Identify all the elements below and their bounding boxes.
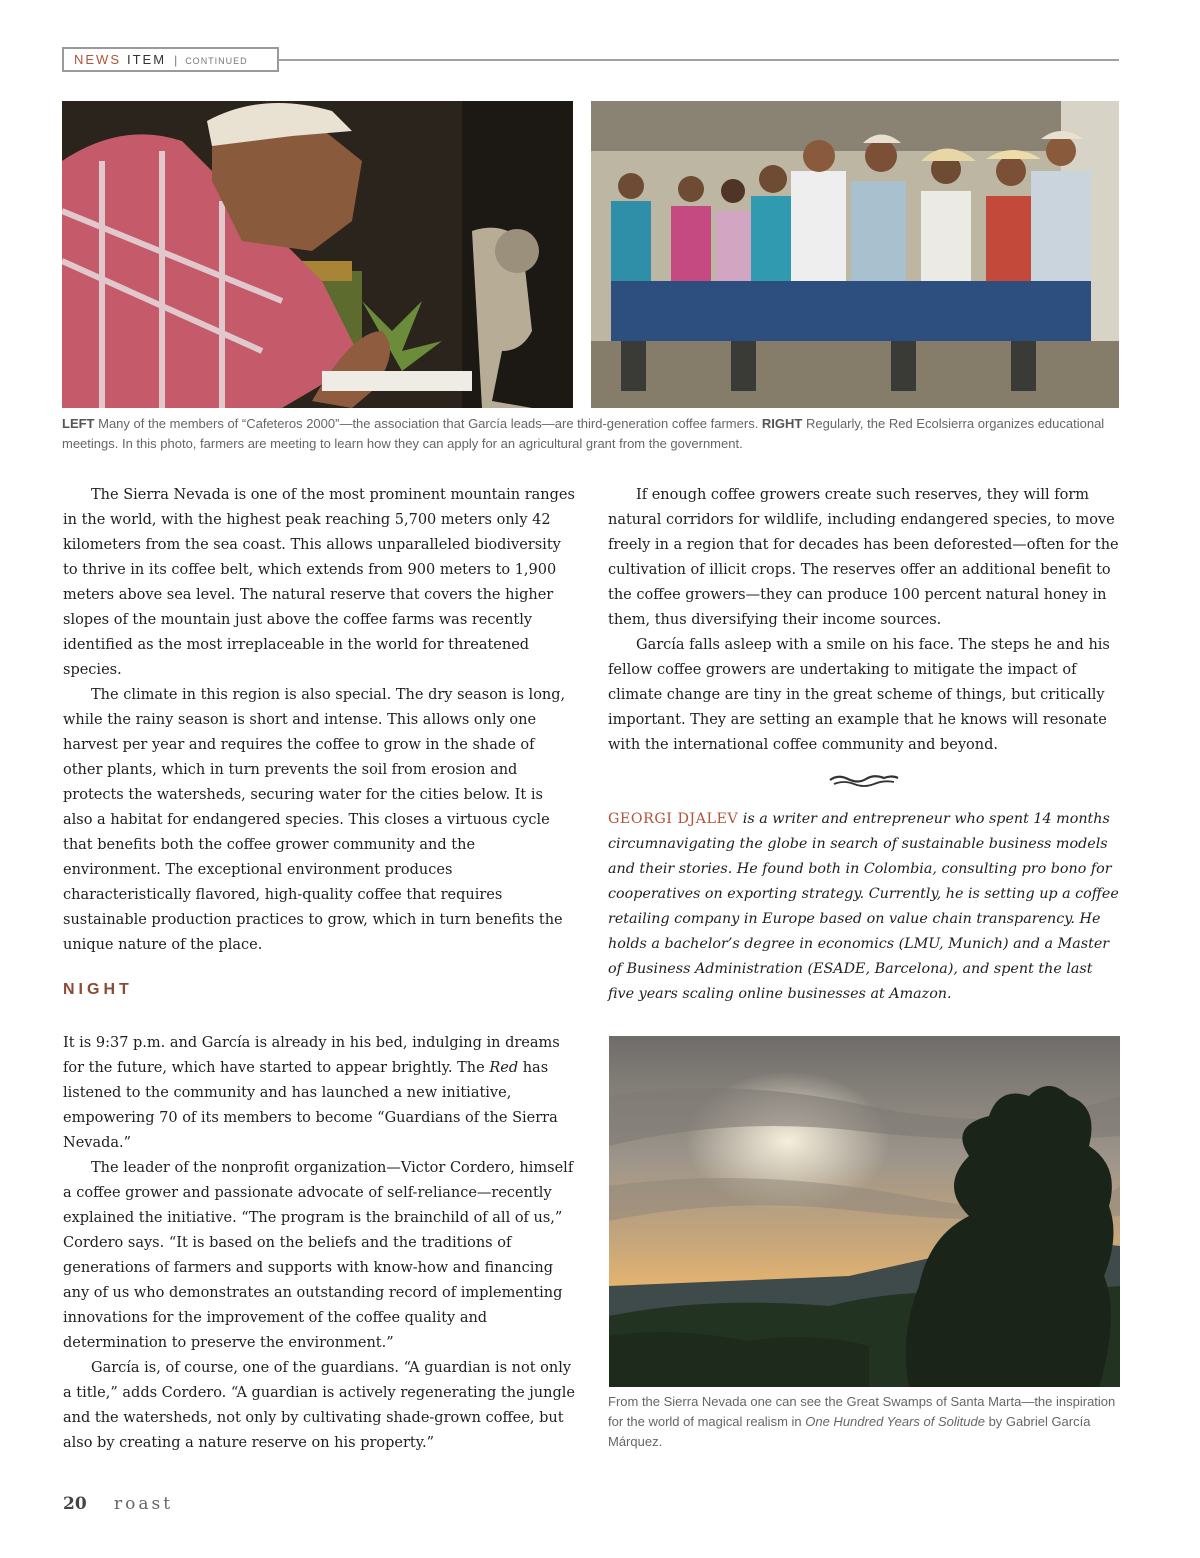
body-paragraph: It is 9:37 p.m. and García is already in his bed, indulging in dreams for the future, which have started to appear brightly. The Red has listened to the community and has launched a new initiative, empowering 70 of its members to become “Guardians of the Sierra Nevada.” (63, 1035, 560, 1151)
body-paragraph: The climate in this region is also special. The dry season is long, while the rainy season is short and intense. This allows only one harvest per year and requires the coffee to grow in the shade of other plants, which in turn prevents the soil from erosion and protects the watersheds, securing water for the cities below. It is also a habitat for endangered species. This closes a virtuous cycle that benefits both the coffee grower community and the environment. The exceptional environment produces characteristically flavored, high-quality coffee that requires sustainable production practices to grow, which in turn benefits the unique nature of the place. (63, 687, 566, 953)
left-column-top (63, 483, 575, 958)
section-tag-continued: CONTINUED (185, 55, 248, 66)
ornament-flourish-icon (828, 772, 900, 792)
section-tag-separator: | (174, 52, 178, 67)
author-name: GEORGI DJALEV (608, 811, 739, 827)
page-number: 20 (63, 1494, 87, 1514)
caption-right-text: Regularly, the Red Ecolsierra organizes educational meetings. In this photo, farmers are meeting to learn how they can apply for an agricultural grant from the government. (62, 416, 1105, 451)
body-paragraph: García is, of course, one of the guardians. “A guardian is not only a title,” adds Cordero. “A guardian is actively regenerating the jungle and the watersheds, not only by cultivating shade-grown coffee, but also by creating a nature reserve on his property.” (63, 1360, 575, 1451)
section-tag (62, 47, 279, 72)
caption-left-text: Many of the members of “Cafeteros 2000”—the association that García leads—are third-generation coffee farmers. (94, 416, 762, 431)
section-tag-news: NEWS (74, 52, 121, 67)
section-title-night: NIGHT (63, 981, 133, 998)
top-photo-caption (62, 414, 1122, 454)
body-paragraph: The leader of the nonprofit organization—Victor Cordero, himself a coffee grower and passionate advocate of self-reliance—recently explained the initiative. “The program is the brainchild of all of us,” Cordero says. “It is based on the beliefs and the traditions of generations of farmers and supports with know-how and financing any of us who demonstrates an outstanding record of implementing innovations for the improvement of the coffee quality and determination to preserve the environment.” (63, 1160, 574, 1351)
header-rule (279, 59, 1119, 61)
bottom-photo-caption: From the Sierra Nevada one can see the Great Swamps of Santa Marta—the inspiration for the world of magical realism in One Hundred Years of Solitude by Gabriel García Márquez. (608, 1394, 1116, 1449)
caption-left-label: LEFT (62, 416, 95, 431)
right-column (608, 483, 1122, 758)
body-paragraph: García falls asleep with a smile on his face. The steps he and his fellow coffee growers are undertaking to mitigate the impact of climate change are tiny in the great scheme of things, but critically important. They are setting an example that he knows will resonate with the international coffee community and beyond. (608, 637, 1110, 753)
body-paragraph: If enough coffee growers create such reserves, they will form natural corridors for wildlife, including endangered species, to move freely in a region that for decades has been deforested—often for the cultivation of illicit crops. The reserves offer an additional benefit to the coffee growers—they can produce 100 percent natural honey in them, thus diversifying their income sources. (608, 487, 1119, 628)
magazine-name: roast (114, 1494, 174, 1514)
author-bio-text: is a writer and entrepreneur who spent 14 months circumnavigating the globe in search of sustainable business models and their stories. He found both in Colombia, consulting pro bono for cooperatives on exporting strategy. Currently, he is setting up a coffee retailing company in Europe based on value chain transparency. He holds a bachelor’s degree in economics (LMU, Munich) and a Master of Business Administration (ESADE, Barcelona), and spent the last five years scaling online businesses at Amazon. (608, 811, 1119, 1002)
photo-sierra-sunset (609, 1036, 1120, 1387)
photo-farmers-meeting (591, 101, 1119, 408)
body-paragraph: The Sierra Nevada is one of the most prominent mountain ranges in the world, with the highest peak reaching 5,700 meters only 42 kilometers from the sea coast. This allows unparalleled biodiversity to thrive in its coffee belt, which extends from 900 meters to 1,900 meters above sea level. The natural reserve that covers the higher slopes of the mountain just above the coffee farms was recently identified as the most irreplaceable in the world for threatened species. (63, 487, 575, 678)
left-column-bottom (63, 1031, 575, 1456)
section-tag-item: ITEM (127, 52, 167, 67)
photo-farmer-writing (62, 101, 573, 408)
caption-right-label: RIGHT (761, 416, 803, 431)
author-bio (608, 807, 1120, 1007)
